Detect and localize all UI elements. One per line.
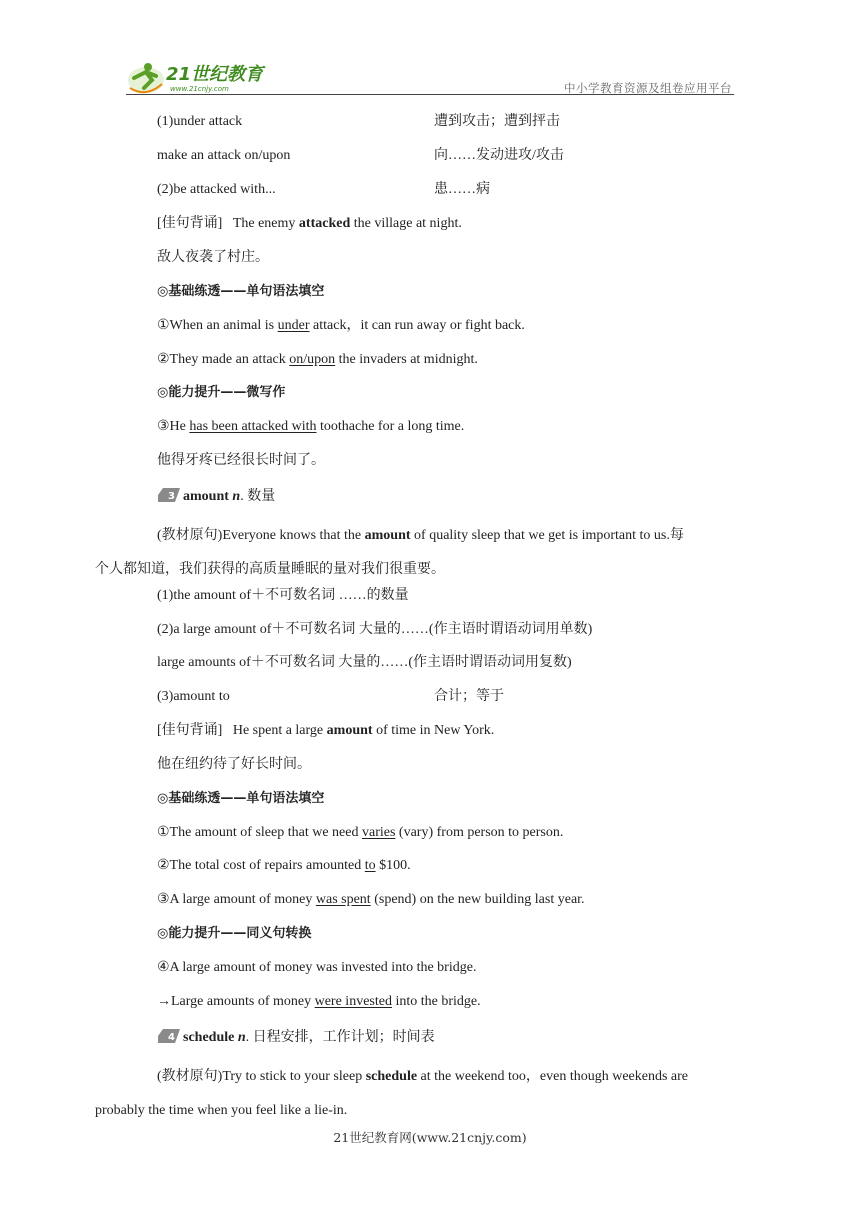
translation: 敌人夜袭了村庄。 (157, 250, 269, 265)
answer: were invested (314, 994, 392, 1009)
svg-text:3: 3 (168, 491, 175, 502)
phrase-row (157, 688, 504, 706)
phrase: (2)be attacked with... (157, 182, 276, 197)
phrase-row (157, 181, 490, 199)
vocab-heading: 4 schedule n. 日程安排，工作计划；时间表 (158, 1027, 435, 1047)
example-sentence: [佳句背诵] The enemy attacked the village at night. (157, 216, 462, 231)
translation: 他得牙疼已经很长时间了。 (157, 453, 325, 468)
example-label: [佳句背诵] (157, 216, 223, 231)
exercise-item: ①The amount of sleep that we need varies (vary) from person to person. (157, 825, 564, 840)
exercise-item: ③He has been attacked with toothache for a long time. (157, 419, 465, 434)
svg-text:21世纪教育: 21世纪教育 (166, 64, 264, 85)
example-label: [佳句背诵] (157, 723, 223, 738)
answer: under (277, 318, 310, 333)
answer: on/upon (289, 352, 336, 367)
phrase: (1)under attack (157, 114, 243, 129)
example-sentence: [佳句背诵] He spent a large amount of time in New York. (157, 723, 495, 738)
phrase-meaning: 遭到攻击；遭到抨击 (434, 114, 560, 129)
exercise-item: →Large amounts of money were invested into the bridge. (157, 994, 481, 1009)
answer: has been attacked with (189, 419, 317, 434)
section-heading: ◎能力提升——微写作 (157, 385, 286, 400)
phrase-meaning: 患……病 (434, 182, 490, 197)
answer: varies (361, 825, 396, 840)
textbook-sentence: (教材原句)Try to stick to your sleep schedule at the weekend too，even though weekends are probably the time when you feel like a lie-in. (95, 1069, 689, 1118)
exercise-item: ④A large amount of money was invested into the bridge. (157, 960, 477, 975)
exercise-item: ③A large amount of money was spent (spend) on the new building last year. (157, 892, 585, 907)
header-divider (126, 94, 734, 95)
translation: 他在纽约待了好长时间。 (157, 757, 311, 772)
exercise-item: ②They made an attack on/upon the invaders at midnight. (157, 352, 478, 367)
exercise-item: ①When an animal is under attack，it can run away or fight back. (157, 318, 525, 333)
vocab-word: schedule (183, 1030, 235, 1045)
textbook-sentence: (教材原句)Everyone knows that the amount of quality sleep that we get is important to us.每 个人都知道，我们获得的高质量睡眠的量对我们很重要。 (95, 528, 684, 577)
phrase-meaning: 合计；等于 (434, 689, 504, 704)
vocab-heading: 3 amount n. 数量 (158, 486, 275, 506)
vocab-word: amount (183, 489, 229, 504)
number-badge-icon (158, 1029, 180, 1043)
answer: was spent (315, 892, 371, 907)
page-header (126, 58, 734, 96)
header-tagline: 中小学教育资源及组卷应用平台 (564, 81, 732, 95)
phrase-row: (2)a large amount of＋不可数名词 大量的……(作主语时谓语动词用单数) (157, 622, 593, 637)
phrase-row (157, 147, 564, 165)
phrase: make an attack on/upon (157, 148, 291, 163)
answer: to (364, 858, 376, 873)
exercise-item: ②The total cost of repairs amounted to $100. (157, 858, 411, 873)
section-heading: ◎能力提升——同义句转换 (157, 926, 312, 941)
number-badge-icon (158, 488, 180, 502)
phrase: (3)amount to (157, 689, 230, 704)
phrase-row (157, 113, 560, 131)
site-logo (126, 58, 286, 96)
section-heading: ◎基础练透——单句语法填空 (157, 791, 325, 806)
phrase-meaning: 向……发动进攻/攻击 (434, 148, 564, 163)
section-heading: ◎基础练透——单句语法填空 (157, 284, 325, 299)
page-footer: 21世纪教育网(www.21cnjy.com) (333, 1130, 527, 1145)
svg-text:4: 4 (168, 1032, 175, 1043)
svg-text:www.21cnjy.com: www.21cnjy.com (170, 85, 229, 93)
phrase-row: large amounts of＋不可数名词 大量的……(作主语时谓语动词用复数) (157, 655, 572, 670)
phrase-row: (1)the amount of＋不可数名词 ……的数量 (157, 588, 409, 603)
